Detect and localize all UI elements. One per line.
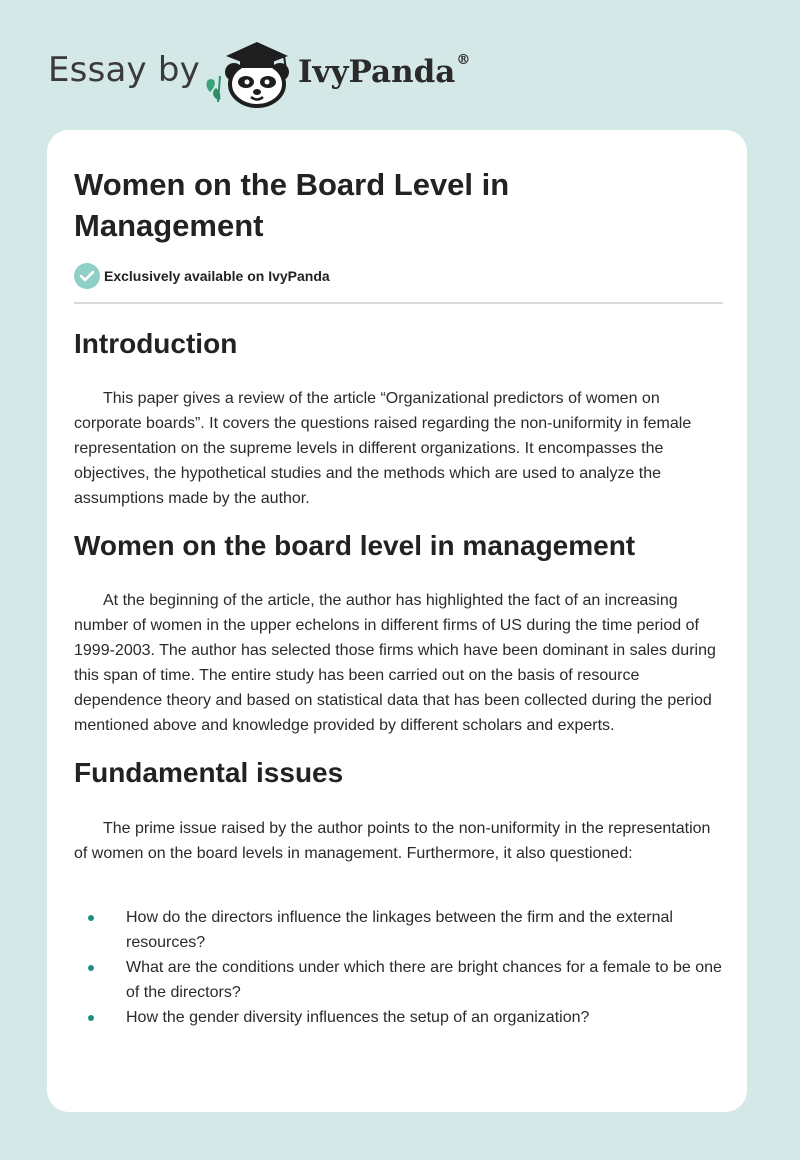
- check-circle-icon: [74, 263, 100, 289]
- essay-by-label: Essay by: [48, 50, 200, 90]
- panda-logo-icon[interactable]: [200, 36, 296, 108]
- brand-text: IvyPanda: [298, 54, 456, 90]
- bullet-dot-icon: [88, 915, 94, 921]
- exclusive-badge: [74, 263, 330, 289]
- list-item: [74, 1005, 723, 1030]
- exclusive-label: Exclusively available on IvyPanda: [104, 268, 330, 284]
- list-item: [74, 905, 723, 955]
- list-item-text: What are the conditions under which there are bright chances for a female to be one of the directors?: [126, 959, 722, 1001]
- section-heading-women-board: Women on the board level in management: [74, 530, 636, 561]
- section-paragraph-introduction: This paper gives a review of the article “Organizational predictors of women on corporate boards”. It covers the questions raised regarding the non-uniformity in female representation on the supreme levels in different organizations. It encompasses the objectives, the hypothetical studies and the methods which are used to analyze the assumptions made by the author.: [74, 390, 692, 507]
- section-heading-introduction: Introduction: [74, 328, 238, 359]
- list-item-text: How do the directors influence the linkages between the firm and the external resources?: [126, 909, 673, 951]
- section-paragraph-women-board: At the beginning of the article, the author has highlighted the fact of an increasing number of women in the upper echelons in different firms of US during the time period of 1999-2003. The author has selected those firms which have been dominant in sales during this span of time. The entire study has been carried out on the basis of resource dependence theory and based on statistical data that has been collected during the period mentioned above and knowledge provided by different scholars and experts.: [74, 592, 716, 734]
- registered-mark: ®: [456, 52, 471, 68]
- title-divider: [74, 302, 723, 304]
- site-header: [48, 36, 508, 108]
- section-paragraph-fundamental-issues: The prime issue raised by the author points to the non-uniformity in the representation of women on the board levels in management. Furthermore, it also questioned:: [74, 820, 711, 862]
- essay-card: [47, 130, 747, 1112]
- list-item: [74, 955, 723, 1005]
- brand-name[interactable]: [298, 54, 470, 90]
- bullet-dot-icon: [88, 1015, 94, 1021]
- essay-title: Women on the Board Level in Management: [74, 167, 510, 243]
- issues-list: [74, 905, 723, 1030]
- section-heading-fundamental-issues: Fundamental issues: [74, 757, 344, 788]
- list-item-text: How the gender diversity influences the setup of an organization?: [126, 1009, 590, 1026]
- bullet-dot-icon: [88, 965, 94, 971]
